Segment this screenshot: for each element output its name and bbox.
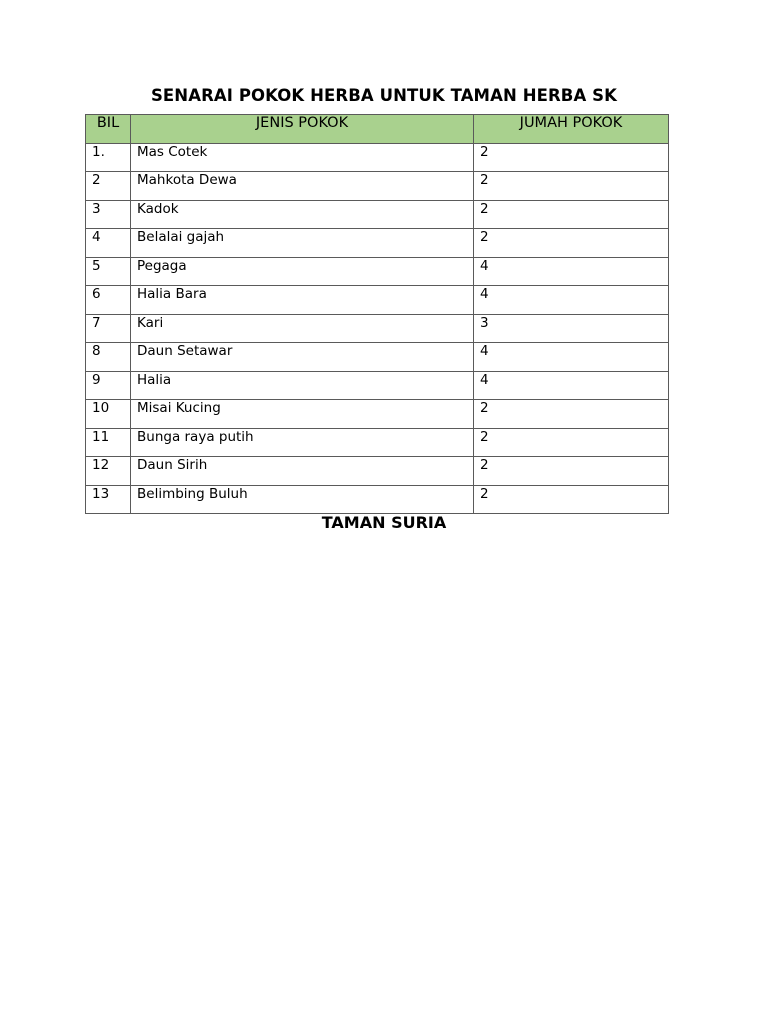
cell-jenis-pokok: Mahkota Dewa [131,172,474,201]
table-header-row [86,115,669,144]
column-header-jumlah-pokok: JUMAH POKOK [474,115,669,144]
table-row [86,343,669,372]
cell-jenis-pokok: Mas Cotek [131,143,474,172]
cell-jumlah-pokok: 2 [474,229,669,258]
table-row [86,143,669,172]
cell-jenis-pokok: Bunga raya putih [131,428,474,457]
cell-bil: 3 [86,200,131,229]
cell-jumlah-pokok: 3 [474,314,669,343]
cell-jumlah-pokok: 2 [474,457,669,486]
cell-jumlah-pokok: 4 [474,257,669,286]
table-row [86,428,669,457]
cell-jumlah-pokok: 2 [474,172,669,201]
cell-bil: 1. [86,143,131,172]
cell-jumlah-pokok: 2 [474,428,669,457]
table-row [86,314,669,343]
cell-bil: 13 [86,485,131,514]
cell-jenis-pokok: Daun Sirih [131,457,474,486]
cell-bil: 8 [86,343,131,372]
cell-bil: 10 [86,400,131,429]
cell-bil: 7 [86,314,131,343]
cell-jumlah-pokok: 2 [474,400,669,429]
cell-bil: 5 [86,257,131,286]
cell-jenis-pokok: Pegaga [131,257,474,286]
cell-jumlah-pokok: 2 [474,485,669,514]
cell-jenis-pokok: Kadok [131,200,474,229]
table-row [86,229,669,258]
cell-jumlah-pokok: 4 [474,371,669,400]
table-row [86,257,669,286]
cell-bil: 4 [86,229,131,258]
table-row [86,400,669,429]
table-row [86,457,669,486]
table-row [86,200,669,229]
cell-jenis-pokok: Halia [131,371,474,400]
cell-bil: 6 [86,286,131,315]
column-header-bil: BIL [86,115,131,144]
cell-jumlah-pokok: 4 [474,343,669,372]
herb-list-table [85,114,669,514]
table-row [86,286,669,315]
table-row [86,172,669,201]
cell-jenis-pokok: Belalai gajah [131,229,474,258]
cell-jenis-pokok: Halia Bara [131,286,474,315]
cell-bil: 9 [86,371,131,400]
table-row [86,371,669,400]
cell-jenis-pokok: Kari [131,314,474,343]
document-subtitle: TAMAN SURIA [321,513,447,532]
cell-jumlah-pokok: 2 [474,143,669,172]
cell-jumlah-pokok: 2 [474,200,669,229]
cell-bil: 11 [86,428,131,457]
cell-jenis-pokok: Belimbing Buluh [131,485,474,514]
cell-jumlah-pokok: 4 [474,286,669,315]
cell-bil: 2 [86,172,131,201]
cell-jenis-pokok: Misai Kucing [131,400,474,429]
cell-jenis-pokok: Daun Setawar [131,343,474,372]
column-header-jenis-pokok: JENIS POKOK [131,115,474,144]
document-title: SENARAI POKOK HERBA UNTUK TAMAN HERBA SK [150,86,618,105]
table-row [86,485,669,514]
cell-bil: 12 [86,457,131,486]
